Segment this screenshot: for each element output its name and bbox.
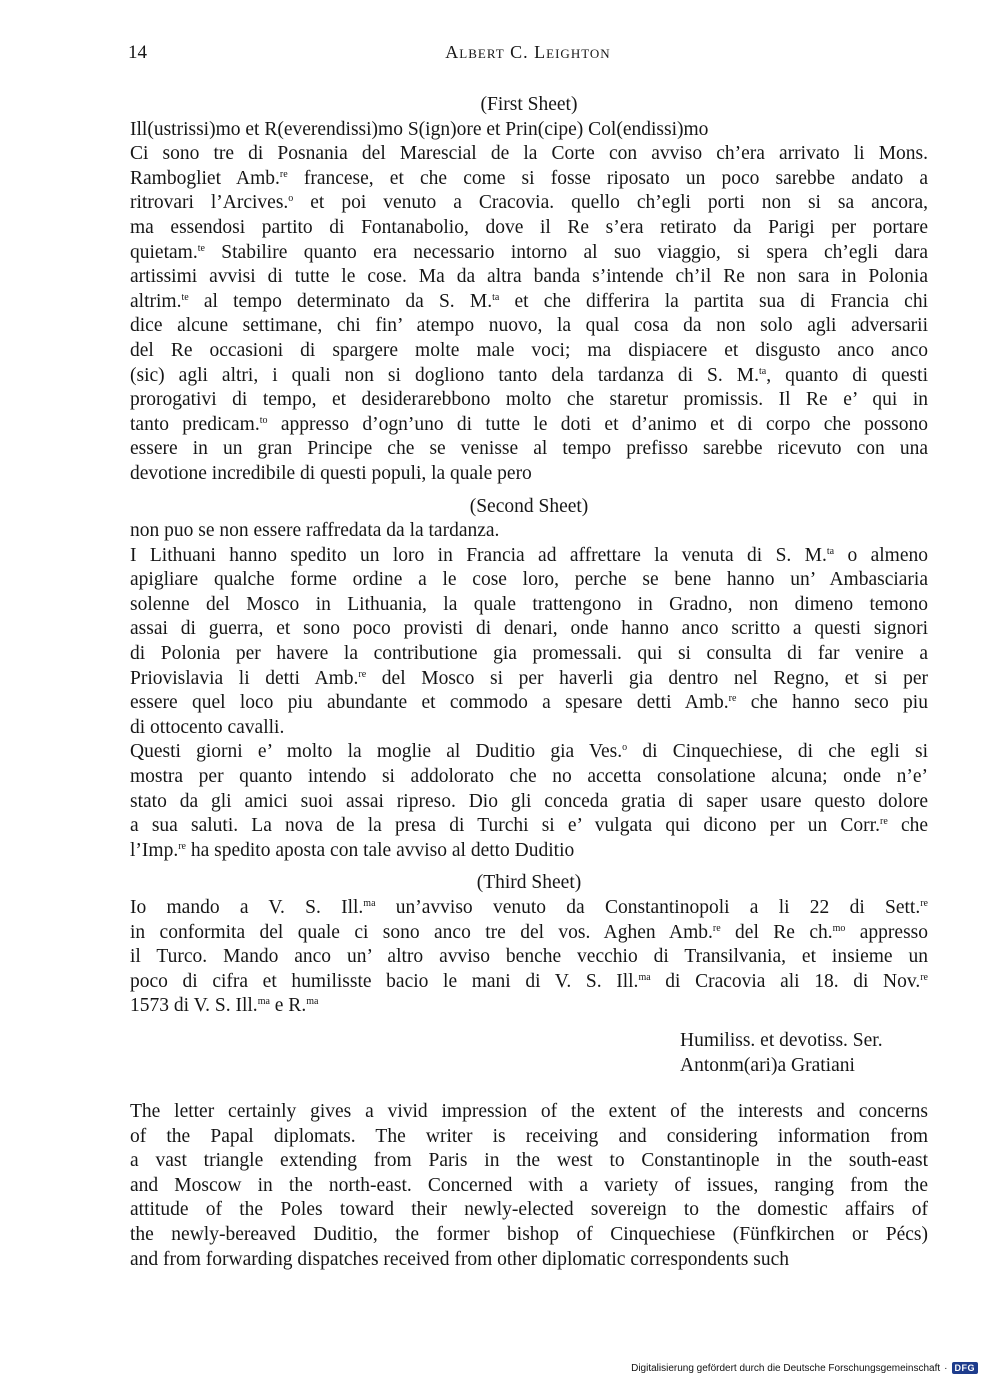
text-line: (sic) agli altri, i quali non si dogliono tanto dela tardanza di S. M.$^{ta}$, quanto di questi xyxy=(130,364,928,386)
page-number: 14 xyxy=(128,42,147,63)
sheet-two-text xyxy=(130,519,928,863)
text-line: solenne del Mosco in Lithuania, la quale trattengono in Gradno, non dimeno temono xyxy=(130,593,928,615)
text-line: stato da gli amici suoi assai ripreso. Dio gli conceda gratia di saper usare questo dolore xyxy=(130,790,928,812)
text-line: a vast triangle extending from Paris in the west to Constantinople in the south-east xyxy=(130,1150,928,1172)
text-line: devotione incredibile di questi populi, la quale pero xyxy=(130,462,532,484)
text-line: poco di cifra et humilisste bacio le mani di V. S. Ill.$^{ma}$ di Cracovia ali 18. di Nov.$^{re}$ xyxy=(130,970,928,992)
text-line: essere in un gran Principe che se venisse al tempo prefisso sarebbe ricevuto con una xyxy=(130,438,928,460)
text-line: attitude of the Poles toward their newly-elected sovereign to the domestic affairs of xyxy=(130,1199,928,1221)
text-line: a sua saluti. La nova de la presa di Turchi si e’ vulgata qui dicono per un Corr.$^{re}$ che xyxy=(130,815,929,837)
signature-line: Antonm(ari)a Gratiani xyxy=(680,1054,855,1076)
text-line: di Polonia per havere la contributione gia promessali. qui si consulta di far venire a xyxy=(130,643,928,665)
digitization-footer: Digitalisierung gefördert durch die Deutsche Forschungsgemeinschaft · DFG xyxy=(631,1361,978,1375)
text-line: ma essendosi partito di Fontanabolio, dove il Re s’era retirato da Parigi per portare xyxy=(130,216,928,238)
text-line: ritrovari l’Arcives.$^o$ et poi venuto a Cracovia. quello ch’egli porti non si sa ancora, xyxy=(130,192,928,214)
text-line: assai di guerra, et sono poco provisti di denari, onde hanno anco scritto a questi signori xyxy=(130,618,928,640)
signature-line: Humiliss. et devotiss. Ser. xyxy=(680,1029,883,1051)
text-line: Priovislavia li detti Amb.$^{re}$ del Mosco si per haverli gia dentro nel Regno, et si per xyxy=(130,667,928,689)
dfg-logo-icon: DFG xyxy=(952,1362,979,1374)
sheet-heading-second: (Second Sheet) xyxy=(469,495,589,517)
running-title: Albert C. Leighton xyxy=(445,42,611,62)
sheet-one-text xyxy=(130,142,928,486)
footer-text: Digitalisierung gefördert durch die Deutsche Forschungsgemeinschaft xyxy=(631,1362,941,1374)
running-head xyxy=(128,42,928,68)
text-line: altrim.$^{te}$ al tempo determinato da S. M.$^{ta}$ et che differira la partita sua di Francia chi xyxy=(130,290,928,312)
salutation: Ill(ustrissi)mo et R(everendissi)mo S(ign)ore et Prin(cipe) Col(endissi)mo xyxy=(130,118,709,140)
commentary-paragraph xyxy=(130,1100,928,1272)
text-line: di ottocento cavalli. xyxy=(130,716,285,738)
sheet-heading-third: (Third Sheet) xyxy=(476,872,582,894)
text-line: mostra per quanto intendo si addolorato che no accetta consolatione alcuna; onde n’e’ xyxy=(130,766,928,788)
text-line: Questi giorni e’ molto la moglie al Duditio gia Ves.$^o$ di Cinquechiese, di che egli si xyxy=(130,741,928,763)
text-line: Io mando a V. S. Ill.$^{ma}$ un’avviso venuto da Constantinopoli a li 22 di Sett.$^{re}$ xyxy=(130,897,928,918)
text-line: il Turco. Mando anco un’ altro avviso benche vecchio di Transilvania, et insieme un xyxy=(130,946,928,968)
text-line: of the Papal diplomats. The writer is receiving and considering information from xyxy=(130,1125,928,1147)
signature xyxy=(130,1029,928,1078)
text-line: I Lithuani hanno spedito un loro in Francia ad affrettare la venuta di S. M.$^{ta}$ o almeno xyxy=(130,544,928,566)
text-line: artissimi avvisi di tutte le cose. Ma da altra banda s’intende ch’il Re non sara in Polonia xyxy=(130,266,928,288)
text-line: 1573 di V. S. Ill.$^{ma}$ e R.$^{ma}$ xyxy=(130,995,319,1017)
text-line: the newly-bereaved Duditio, the former bishop of Cinquechiese (Fünfkirchen or Pécs) xyxy=(130,1223,928,1245)
text-line: essere quel loco piu abundante et commodo a spesare detti Amb.$^{re}$ che hanno seco piu xyxy=(130,692,928,714)
text-line: apigliare qualche forme ordine a le cose loro, perche se bene hanno un’ Ambasciaria xyxy=(130,569,928,591)
sheet-heading-first: (First Sheet) xyxy=(480,94,578,115)
text-line: non puo se non essere raffredata da la tardanza. xyxy=(130,520,500,542)
text-line: in conformita del quale ci sono anco tre del vos. Aghen Amb.$^{re}$ del Re ch.$^{mo}$ appresso xyxy=(130,921,929,943)
text-line: Ci sono tre di Posnania del Marescial de la Corte con avviso ch’era arrivato li Mons. xyxy=(130,143,928,165)
text-line: dice alcune settimane, chi fin’ atempo nuovo, la qual cosa da non solo agli adversarii xyxy=(130,315,928,337)
text-line: l’Imp.$^{re}$ ha spedito aposta con tale avviso al detto Duditio xyxy=(130,839,575,861)
sheet-three-text xyxy=(130,896,928,1019)
text-line: and from forwarding dispatches received from other diplomatic correspondents such xyxy=(130,1248,789,1270)
letter-transcription xyxy=(130,93,928,1078)
text-line: quietam.$^{te}$ Stabilire quanto era necessario intorno al suo viaggio, si spera ch’egli dara xyxy=(130,241,928,263)
text-line: and Moscow in the north-east. Concerned with a variety of issues, ranging from the xyxy=(130,1174,928,1196)
text-line: prorogativi di tempo, et desiderarebbono molto che staretur promissis. Il Re e’ qui in xyxy=(130,389,928,411)
text-line: tanto predicam.$^{to}$ appresso d’ogn’uno di tutte le doti et d’animo et di corpo che possono xyxy=(130,413,928,435)
text-line: Rambogliet Amb.$^{re}$ francese, et che come si fosse riposato un poco sarebbe andato a xyxy=(130,167,928,189)
text-line: The letter certainly gives a vivid impression of the extent of the interests and concerns xyxy=(130,1101,928,1122)
text-line: del Re occasioni di spargere molte male voci; ma dispiacere et disgusto anco anco xyxy=(130,339,928,361)
